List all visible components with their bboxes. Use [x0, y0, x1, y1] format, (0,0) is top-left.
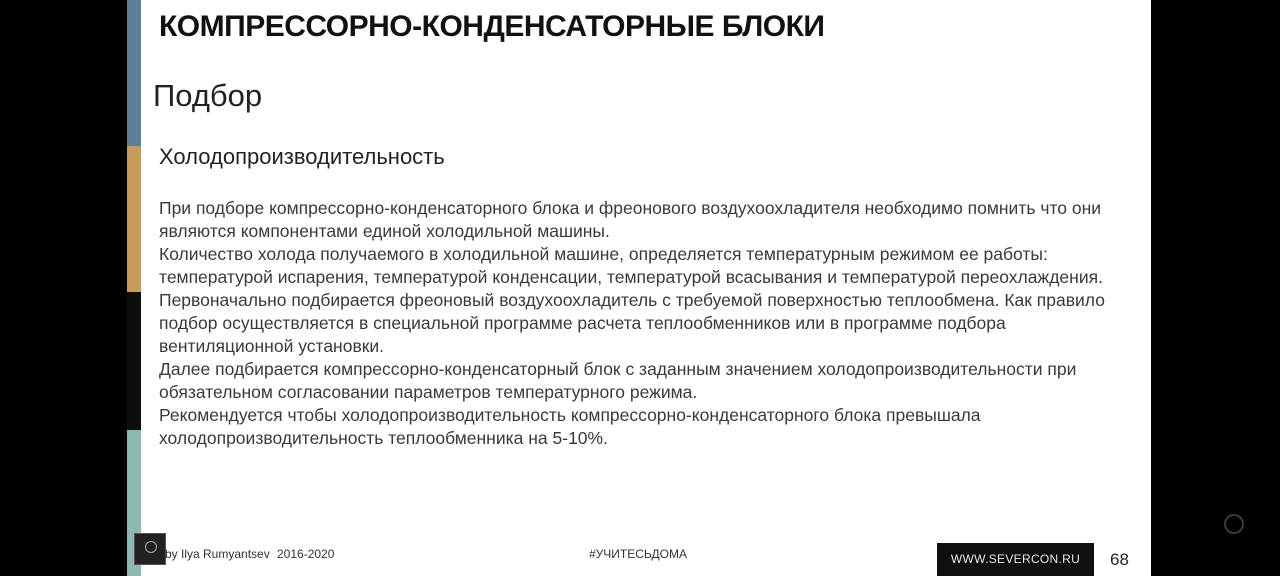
paragraph: Первоначально подбирается фреоновый воздухоохладитель с требуемой поверхностью теплообмена. Как правило подбор осуществляется в специальной программе расчета теплообменников или в программе подбора вентиляционной установки. [159, 290, 1105, 356]
accent-bar-gold [127, 146, 141, 292]
presentation-slide [127, 0, 1151, 576]
paragraph: Далее подбирается компрессорно-конденсаторный блок с заданным значением холодопроизводительности при обязательном согласовании параметров температурного режима. [159, 359, 1077, 402]
slide-subtitle: Подбор [153, 78, 263, 113]
accent-bar-black [127, 292, 141, 430]
paragraph: Количество холода получаемого в холодильной машине, определяется температурным режимом ее работы: температурой испарения, температурой конденсации, температурой всасывания и температурой переохлаждения. [159, 244, 1103, 287]
slide-number: 68 [1110, 550, 1129, 569]
paragraph: Рекомендуется чтобы холодопроизводительность компрессорно-конденсаторного блока превышала холодопроизводительность теплообменника на 5-10%. [159, 405, 981, 448]
website-label: WWW.SEVERCON.RU [937, 543, 1094, 576]
body-text [159, 197, 1119, 450]
slide-title: КОМПРЕССОРНО-КОНДЕНСАТОРНЫЕ БЛОКИ [159, 10, 825, 43]
footer-author: by Ilya Rumyantsev [165, 547, 270, 561]
paragraph: При подборе компрессорно-конденсаторного блока и фреонового воздухоохладителя необходимо помнить что они являются компонентами единой холодильной машины. [159, 198, 1102, 241]
accent-bar-blue [127, 0, 141, 146]
footer-hashtag: #УЧИТЕСЬДОМА [589, 547, 687, 561]
severcon-watermark-icon [1212, 514, 1256, 534]
severcon-logo-icon [134, 533, 166, 565]
section-heading: Холодопроизводительность [159, 144, 445, 169]
footer-years: 2016-2020 [277, 547, 335, 561]
